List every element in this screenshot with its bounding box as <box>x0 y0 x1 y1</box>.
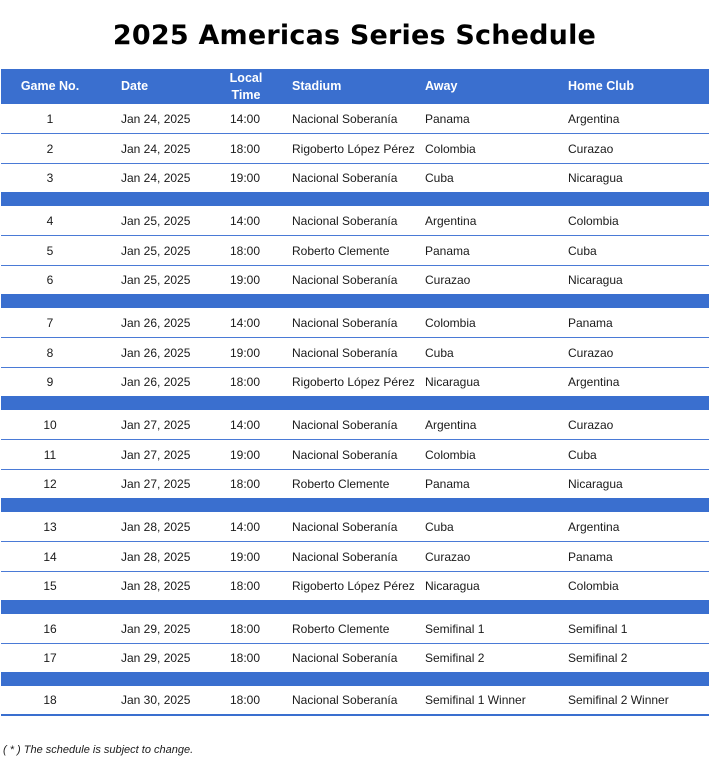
local-time-cell: 19:00 <box>229 273 261 287</box>
home-club-cell: Argentina <box>568 519 620 534</box>
day-separator <box>1 398 709 410</box>
date-cell: Jan 26, 2025 <box>121 375 191 389</box>
home-club-cell: Curazao <box>568 141 614 156</box>
stadium-cell: Rigoberto López Pérez <box>292 579 415 593</box>
home-club-cell: Semifinal 2 <box>568 651 628 665</box>
stadium-cell: Nacional Soberanía <box>292 345 398 360</box>
away-team-cell: Colombia <box>425 447 476 462</box>
away-team-cell: Nicaragua <box>425 375 480 389</box>
date-cell: Jan 28, 2025 <box>121 519 191 534</box>
game-number-cell: 18 <box>43 693 57 707</box>
date-cell: Jan 25, 2025 <box>121 213 191 228</box>
game-number-cell: 2 <box>46 141 54 156</box>
away-team-cell: Colombia <box>425 315 476 330</box>
game-number-cell: 3 <box>46 171 54 185</box>
game-number-cell: 14 <box>43 549 57 564</box>
table-row <box>1 542 709 572</box>
home-club-cell: Argentina <box>568 375 620 389</box>
footnote: ( * ) The schedule is subject to change. <box>3 744 194 756</box>
local-time-cell: 18:00 <box>229 141 261 156</box>
game-number-cell: 1 <box>46 111 54 126</box>
home-club-cell: Colombia <box>568 579 619 593</box>
game-number-cell: 6 <box>46 273 54 287</box>
table-row <box>1 614 709 644</box>
date-cell: Jan 26, 2025 <box>121 345 191 360</box>
stadium-cell: Nacional Soberanía <box>292 693 398 707</box>
date-cell: Jan 24, 2025 <box>121 111 191 126</box>
header-local-time <box>209 70 271 104</box>
date-cell: Jan 27, 2025 <box>121 477 191 491</box>
game-number-cell: 17 <box>43 651 57 665</box>
day-separator <box>1 194 709 206</box>
game-number-cell: 13 <box>43 519 57 534</box>
header-home-club: Home Club <box>568 79 634 93</box>
schedule-table <box>1 69 709 716</box>
local-time-cell: 18:00 <box>229 651 261 665</box>
table-row <box>1 164 709 194</box>
game-number-cell: 12 <box>43 477 57 491</box>
day-separator <box>1 674 709 686</box>
day-group <box>1 206 709 296</box>
table-row <box>1 686 709 716</box>
date-cell: Jan 30, 2025 <box>121 693 191 707</box>
local-time-cell: 14:00 <box>229 111 261 126</box>
stadium-cell: Nacional Soberanía <box>292 519 398 534</box>
away-team-cell: Panama <box>425 111 470 126</box>
away-team-cell: Semifinal 1 <box>425 621 485 636</box>
day-group <box>1 104 709 194</box>
stadium-cell: Nacional Soberanía <box>292 315 398 330</box>
day-group <box>1 512 709 602</box>
header-local-time-line2: Time <box>231 87 261 102</box>
home-club-cell: Curazao <box>568 345 614 360</box>
game-number-cell: 4 <box>46 213 54 228</box>
date-cell: Jan 28, 2025 <box>121 549 191 564</box>
table-row <box>1 266 709 296</box>
day-separator <box>1 500 709 512</box>
day-group <box>1 308 709 398</box>
header-local-time-line1: Local <box>229 70 263 85</box>
home-club-cell: Nicaragua <box>568 171 623 185</box>
day-group <box>1 410 709 500</box>
date-cell: Jan 27, 2025 <box>121 447 191 462</box>
home-club-cell: Colombia <box>568 213 619 228</box>
home-club-cell: Panama <box>568 315 613 330</box>
home-club-cell: Cuba <box>568 447 597 462</box>
local-time-cell: 18:00 <box>229 243 261 258</box>
table-body <box>1 104 709 716</box>
table-row <box>1 410 709 440</box>
stadium-cell: Roberto Clemente <box>292 477 390 491</box>
date-cell: Jan 24, 2025 <box>121 171 191 185</box>
game-number-cell: 11 <box>43 447 57 462</box>
date-cell: Jan 28, 2025 <box>121 579 191 593</box>
stadium-cell: Roberto Clemente <box>292 243 390 258</box>
local-time-cell: 19:00 <box>229 447 261 462</box>
date-cell: Jan 24, 2025 <box>121 141 191 156</box>
date-cell: Jan 29, 2025 <box>121 621 191 636</box>
local-time-cell: 18:00 <box>229 621 261 636</box>
day-group <box>1 614 709 674</box>
header-stadium: Stadium <box>292 79 342 93</box>
home-club-cell: Cuba <box>568 243 597 258</box>
local-time-cell: 14:00 <box>229 519 261 534</box>
local-time-cell: 18:00 <box>229 375 261 389</box>
table-row <box>1 104 709 134</box>
home-club-cell: Nicaragua <box>568 477 623 491</box>
away-team-cell: Cuba <box>425 519 454 534</box>
day-group <box>1 686 709 716</box>
local-time-cell: 19:00 <box>229 345 261 360</box>
away-team-cell: Cuba <box>425 345 454 360</box>
game-number-cell: 10 <box>43 417 57 432</box>
game-number-cell: 7 <box>46 315 54 330</box>
local-time-cell: 18:00 <box>229 477 261 491</box>
local-time-cell: 18:00 <box>229 693 261 707</box>
table-row <box>1 134 709 164</box>
home-club-cell: Panama <box>568 549 613 564</box>
stadium-cell: Nacional Soberanía <box>292 171 398 185</box>
date-cell: Jan 26, 2025 <box>121 315 191 330</box>
away-team-cell: Nicaragua <box>425 579 480 593</box>
away-team-cell: Argentina <box>425 213 477 228</box>
local-time-cell: 14:00 <box>229 417 261 432</box>
day-separator <box>1 602 709 614</box>
table-row <box>1 338 709 368</box>
local-time-cell: 19:00 <box>229 549 261 564</box>
stadium-cell: Rigoberto López Pérez <box>292 141 415 156</box>
local-time-cell: 14:00 <box>229 213 261 228</box>
away-team-cell: Colombia <box>425 141 476 156</box>
home-club-cell: Curazao <box>568 417 614 432</box>
away-team-cell: Semifinal 1 Winner <box>425 693 526 707</box>
date-cell: Jan 29, 2025 <box>121 651 191 665</box>
table-header-row <box>1 69 709 104</box>
table-row <box>1 470 709 500</box>
game-number-cell: 9 <box>46 375 54 389</box>
away-team-cell: Argentina <box>425 417 477 432</box>
away-team-cell: Semifinal 2 <box>425 651 485 665</box>
stadium-cell: Rigoberto López Pérez <box>292 375 415 389</box>
game-number-cell: 8 <box>46 345 54 360</box>
stadium-cell: Nacional Soberanía <box>292 651 398 665</box>
home-club-cell: Semifinal 1 <box>568 621 628 636</box>
away-team-cell: Panama <box>425 243 470 258</box>
table-row <box>1 308 709 338</box>
stadium-cell: Nacional Soberanía <box>292 549 398 564</box>
stadium-cell: Roberto Clemente <box>292 621 390 636</box>
table-row <box>1 206 709 236</box>
game-number-cell: 16 <box>43 621 57 636</box>
stadium-cell: Nacional Soberanía <box>292 111 398 126</box>
table-row <box>1 644 709 674</box>
home-club-cell: Nicaragua <box>568 273 623 287</box>
game-number-cell: 5 <box>46 243 54 258</box>
game-number-cell: 15 <box>43 579 57 593</box>
table-row <box>1 572 709 602</box>
away-team-cell: Cuba <box>425 171 454 185</box>
away-team-cell: Curazao <box>425 273 471 287</box>
date-cell: Jan 25, 2025 <box>121 273 191 287</box>
day-separator <box>1 296 709 308</box>
page-title: 2025 Americas Series Schedule <box>112 20 597 51</box>
local-time-cell: 14:00 <box>229 315 261 330</box>
home-club-cell: Argentina <box>568 111 620 126</box>
stadium-cell: Nacional Soberanía <box>292 213 398 228</box>
home-club-cell: Semifinal 2 Winner <box>568 693 669 707</box>
header-date: Date <box>121 79 149 93</box>
table-row <box>1 236 709 266</box>
table-row <box>1 512 709 542</box>
table-row <box>1 368 709 398</box>
away-team-cell: Panama <box>425 477 470 491</box>
date-cell: Jan 25, 2025 <box>121 243 191 258</box>
header-away: Away <box>425 79 458 93</box>
date-cell: Jan 27, 2025 <box>121 417 191 432</box>
table-row <box>1 440 709 470</box>
stadium-cell: Nacional Soberanía <box>292 447 398 462</box>
local-time-cell: 18:00 <box>229 579 261 593</box>
stadium-cell: Nacional Soberanía <box>292 273 398 287</box>
stadium-cell: Nacional Soberanía <box>292 417 398 432</box>
away-team-cell: Curazao <box>425 549 471 564</box>
local-time-cell: 19:00 <box>229 171 261 185</box>
header-game-no: Game No. <box>20 79 80 93</box>
